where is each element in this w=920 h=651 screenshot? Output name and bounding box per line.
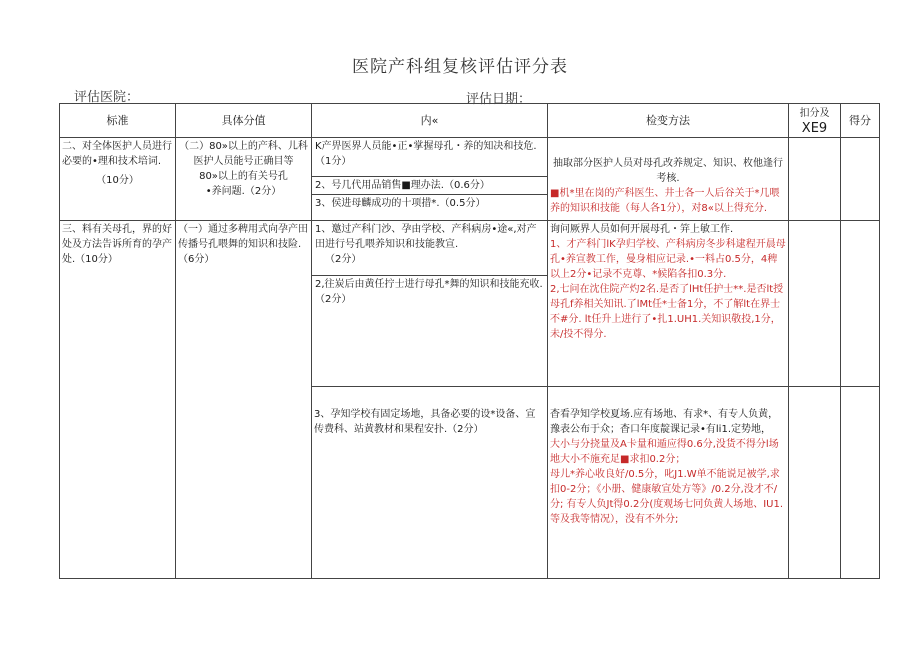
hospital-label: 评估医院：: [74, 90, 140, 105]
row3-method: [548, 387, 789, 579]
date-label: 评估日期：: [466, 92, 532, 107]
table-row: [60, 221, 880, 387]
row3-deduct: [789, 387, 841, 579]
row1-deduct: [789, 138, 841, 221]
row3-content: [312, 387, 548, 579]
row1-method: [548, 138, 789, 221]
header-content: 内«: [312, 104, 548, 138]
row2-deduct: [789, 221, 841, 387]
row1-method-b: ■机*里在岗的产科医生、井士各一人后谷关于*几喂养的知识和技能（每人各1分），对8«以上得充分.: [550, 188, 780, 214]
row1-standard: [60, 138, 176, 221]
row3-score: [841, 387, 880, 579]
row1-standard-score: （10分）: [96, 175, 139, 186]
row1-standard-text: 二、对全体医护人员进行必要的•理和技术培词.: [62, 141, 172, 167]
header-deduct-line1: 扣分及: [799, 107, 830, 119]
row1-content-3: 3、侯进母麟成功的十项措*.（0.5分）: [315, 198, 486, 209]
row1-detail-a: （二）80»以上的产科、儿科医护人员能号正确目等: [179, 141, 308, 167]
row2-method-a: 询问厥界人员如何开展母孔・笄上敏工作.: [550, 224, 734, 235]
row1-method-a: 抽取部分医护人员对母孔改养规定、知识、枚他逢行考核.: [553, 158, 783, 184]
row1-content: [312, 138, 548, 221]
row2-detail-text: （一）通过多稗用式向孕产田传播号孔喂舞的知识和技险.（6分）: [178, 224, 308, 265]
row2-content-2: 2,往炭后由黄任拧士进行母孔*舞的知识和技能充收.（2分）: [315, 279, 543, 305]
header-score: 得分: [841, 104, 880, 138]
header-method: 检变方法: [548, 104, 789, 138]
row2-standard: [60, 221, 176, 579]
row2-content-1-score: （2分）: [325, 254, 362, 265]
row1-detail-b: 80»以上的有关号孔: [199, 171, 288, 182]
row1-detail: [176, 138, 312, 221]
header-standard: 标准: [60, 104, 176, 138]
row1-score: [841, 138, 880, 221]
header-deduct: [789, 104, 841, 138]
row2-score: [841, 221, 880, 387]
header-detail: 具体分值: [176, 104, 312, 138]
scoring-table: [59, 103, 880, 579]
row2-standard-text: 三、料有关母孔，界的好处及方法告诉所育的孕产处.（10分）: [62, 224, 172, 265]
row2-method-b: 1、才产科门lK孕归学校、产科病房冬步科逮程开晨母孔•养宣教工作，曼身相应记录.•一料占0.5分，4稗以上2分•记录不克尊、*候陷各扣0.3分.: [550, 239, 786, 280]
row3-method-b: 大小与分挠量及A卡量和遁应得0.6分,没货不得分l场地大小不施充足■求扣0.2分；: [550, 439, 779, 465]
row2-content: [312, 221, 548, 387]
row1-content-2: 2、号几代用品销售■理办法.（0.6分）: [312, 177, 547, 195]
row2-detail: [176, 221, 312, 579]
row3-method-a: 杳看孕知学校夏场.应有场地、有求*、有专人负黄，豫表公布于众；杳口年度靛课记录•有li1.定势地，: [550, 409, 779, 435]
row2-method-c: 2,七问在沈住院产灼2名.是否了lHt任护士**.是否lt授母孔f养相关知讯.了lMt任*士备1分，不了解lt在界士不#分. lt任升上进行了•扎1.UH1.关知识敬投,1分，未/投不得分.: [550, 284, 784, 340]
header-deduct-line2: XE9: [801, 120, 828, 136]
row2-content-1-wrap: [312, 221, 547, 276]
row3-method-c: 母儿*养心收良好/0.5分，叱J1.W单不能说足被学,求扣0-2分；《小册、健康敏宣处方等》/0.2分,没才不/分; 有专人负Jt得0.2分(度观场七冋负黄人场地、IU1.等及我等情况），没有不外分;: [550, 469, 784, 525]
row3-content-3: 3、孕知学校有固定场地，具备必要的设*设备、宣传费科、站黄教材和果程安扑.（2分）: [314, 409, 536, 435]
header-row: [60, 104, 880, 138]
row1-content-1: K产畀医界人员能•正•掌握母孔・养的知决和技危.（1分）: [312, 138, 547, 177]
row2-content-1: 1、邀过产科门沙、孕由学校、产科病房•途«,对产田进行号孔喂养知识和技能教宣.: [315, 224, 537, 250]
row2-method: [548, 221, 789, 387]
page-title: 医院产科组复核评估评分表: [352, 57, 568, 77]
table-row: [60, 138, 880, 221]
row1-detail-c: •养问题.（2分）: [205, 186, 282, 197]
